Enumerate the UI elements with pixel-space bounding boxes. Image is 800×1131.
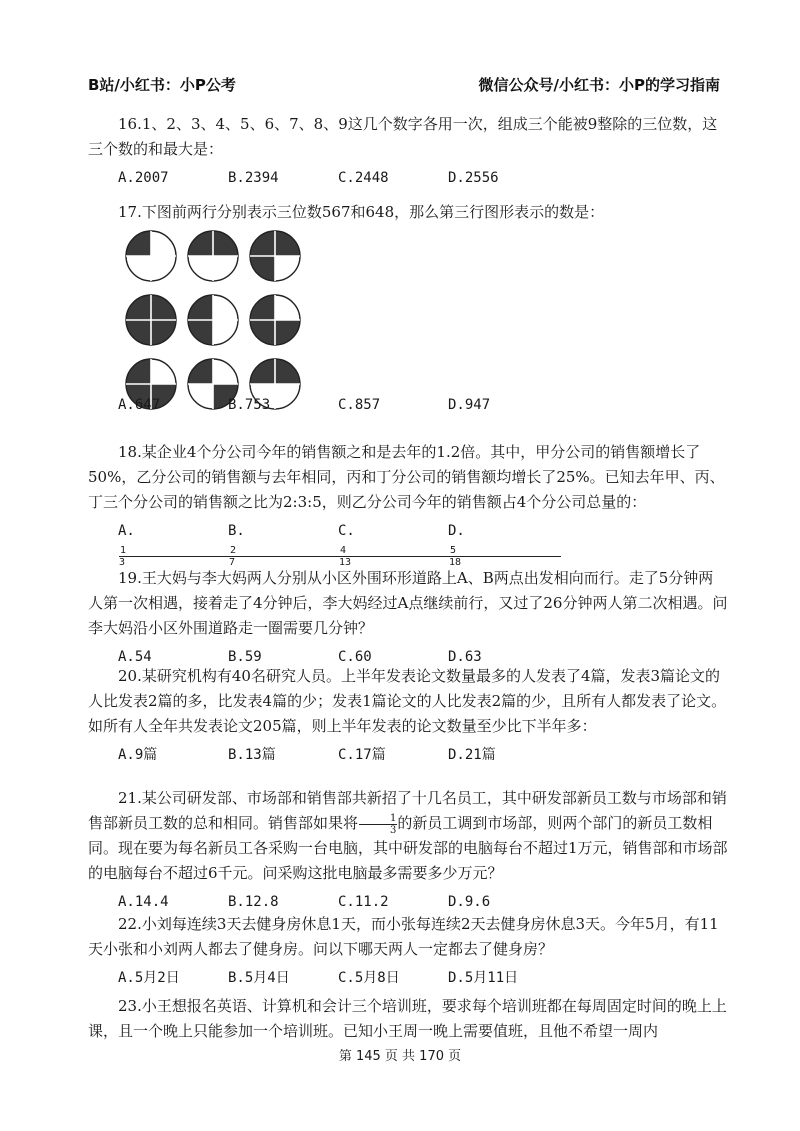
- question-text: 22.小刘每连续3天去健身房休息1天，而小张每连续2天去健身房休息3天。今年5月，有11天小张和小刘两人都去了健身房。问以下哪天两人一定都去了健身房？: [88, 915, 719, 958]
- question-text: 19.王大妈与李大妈两人分别从小区外围环形道路上A、B两点出发相向而行。走了5分钟两人第一次相遇，接着走了4分钟后，李大妈经过A点继续前行，又过了26分钟两人第二次相遇。问李大妈沿小区外围道路走一圈需要几分钟？: [88, 569, 728, 637]
- option-d: D.5月11日: [448, 970, 519, 986]
- quadrant-circle-figure: [124, 229, 306, 411]
- option-d: D.947: [448, 397, 491, 413]
- option-d: D.63: [448, 649, 482, 665]
- option-a: A.54: [118, 649, 152, 665]
- option-a: $A.\frac{1}{3}$: [118, 519, 228, 569]
- question-17-options: [88, 393, 728, 418]
- figure-circle-r1-c1: [124, 229, 182, 283]
- question-23: [88, 994, 728, 1044]
- option-c: C.17篇: [338, 747, 386, 763]
- option-a: A.2007: [118, 170, 169, 186]
- figure-circle-r2-c3: [248, 293, 306, 347]
- option-b: B.2394: [228, 170, 279, 186]
- question-18: [88, 440, 728, 569]
- question-text: 23.小王想报名英语、计算机和会计三个培训班，要求每个培训班都在每周固定时间的晚上上课，且一个晚上只能参加一个培训班。已知小王周一晚上需要值班，且他不希望一周内: [88, 997, 727, 1040]
- figure-circle-r2-c1: [124, 293, 182, 347]
- option-a: A.9篇: [118, 747, 158, 763]
- figure-circle-r1-c2: [186, 229, 244, 283]
- option-c: C.2448: [338, 170, 389, 186]
- option-c: C.60: [338, 649, 372, 665]
- page-number: 第 145 页 共 170 页: [338, 1049, 462, 1064]
- header-right: 微信公众号/小红书：小P的学习指南: [478, 76, 720, 94]
- options: [118, 393, 728, 418]
- header-left: B站/小红书：小P公考: [88, 76, 236, 94]
- option-c: $C.\frac{4}{13}$: [338, 519, 448, 569]
- options: [118, 966, 728, 991]
- option-a: A.647: [118, 397, 161, 413]
- option-c: C.5月8日: [338, 970, 400, 986]
- options: [118, 743, 728, 768]
- option-b: B.59: [228, 649, 262, 665]
- question-text: 21.某公司研发部、市场部和销售部共新招了十几名员工，其中研发部新员工数与市场部和销售部新员工数的总和相同。销售部如果将 $\frac{1}{3}$ 的新员工调到市场部，则两个部门的新员工数相同。现在要为每名新员工各采购一台电脑，其中研发部的电脑每台不超过1万元，销售部和市场部的电脑每台不超过6千元。问采购这批电脑最多需要多少万元？: [88, 789, 728, 882]
- page-header: [88, 74, 720, 95]
- option-d: D.21篇: [448, 747, 496, 763]
- option-b: B.12.8: [228, 894, 279, 910]
- option-b: B.13篇: [228, 747, 276, 763]
- option-a: A.5月2日: [118, 970, 180, 986]
- option-d: D.9.6: [448, 894, 491, 910]
- option-c: C.857: [338, 397, 381, 413]
- option-d: D.2556: [448, 170, 499, 186]
- figure-circle-r1-c3: [248, 229, 306, 283]
- question-22: [88, 912, 728, 991]
- question-text: 20.某研究机构有40名研究人员。上半年发表论文数量最多的人发表了4篇，发表3篇论文的人比发表2篇的多，比发表4篇的少；发表1篇论文的人比发表2篇的少，且所有人都发表了论文。如所有人全年共发表论文205篇，则上半年发表的论文数量至少比下半年多：: [88, 667, 727, 735]
- question-text: 16.1、2、3、4、5、6、7、8、9这几个数字各用一次，组成三个能被9整除的三位数，这三个数的和最大是：: [88, 115, 718, 158]
- options: [118, 519, 728, 569]
- question-text: 18.某企业4个分公司今年的销售额之和是去年的1.2倍。其中，甲分公司的销售额增长了50%，乙分公司的销售额与去年相同，丙和丁分公司的销售额均增长了25%。已知去年甲、丙、丁三个分公司的销售额之比为2:3:5，则乙分公司今年的销售额占4个分公司总量的：: [88, 443, 725, 511]
- option-b: $B.\frac{2}{7}$: [228, 519, 338, 569]
- option-d: $D.\frac{5}{18}$: [448, 519, 558, 569]
- option-b: B.5月4日: [228, 970, 290, 986]
- question-20: [88, 664, 728, 768]
- option-b: B.753: [228, 397, 271, 413]
- option-a: A.14.4: [118, 894, 169, 910]
- question-19: [88, 566, 728, 670]
- question-17: [88, 200, 728, 225]
- question-21: [88, 786, 728, 915]
- question-text: 17.下图前两行分别表示三位数567和648，那么第三行图形表示的数是：: [118, 203, 605, 221]
- question-16: [88, 112, 728, 191]
- option-c: C.11.2: [338, 894, 389, 910]
- options: [118, 166, 728, 191]
- figure-circle-r2-c2: [186, 293, 244, 347]
